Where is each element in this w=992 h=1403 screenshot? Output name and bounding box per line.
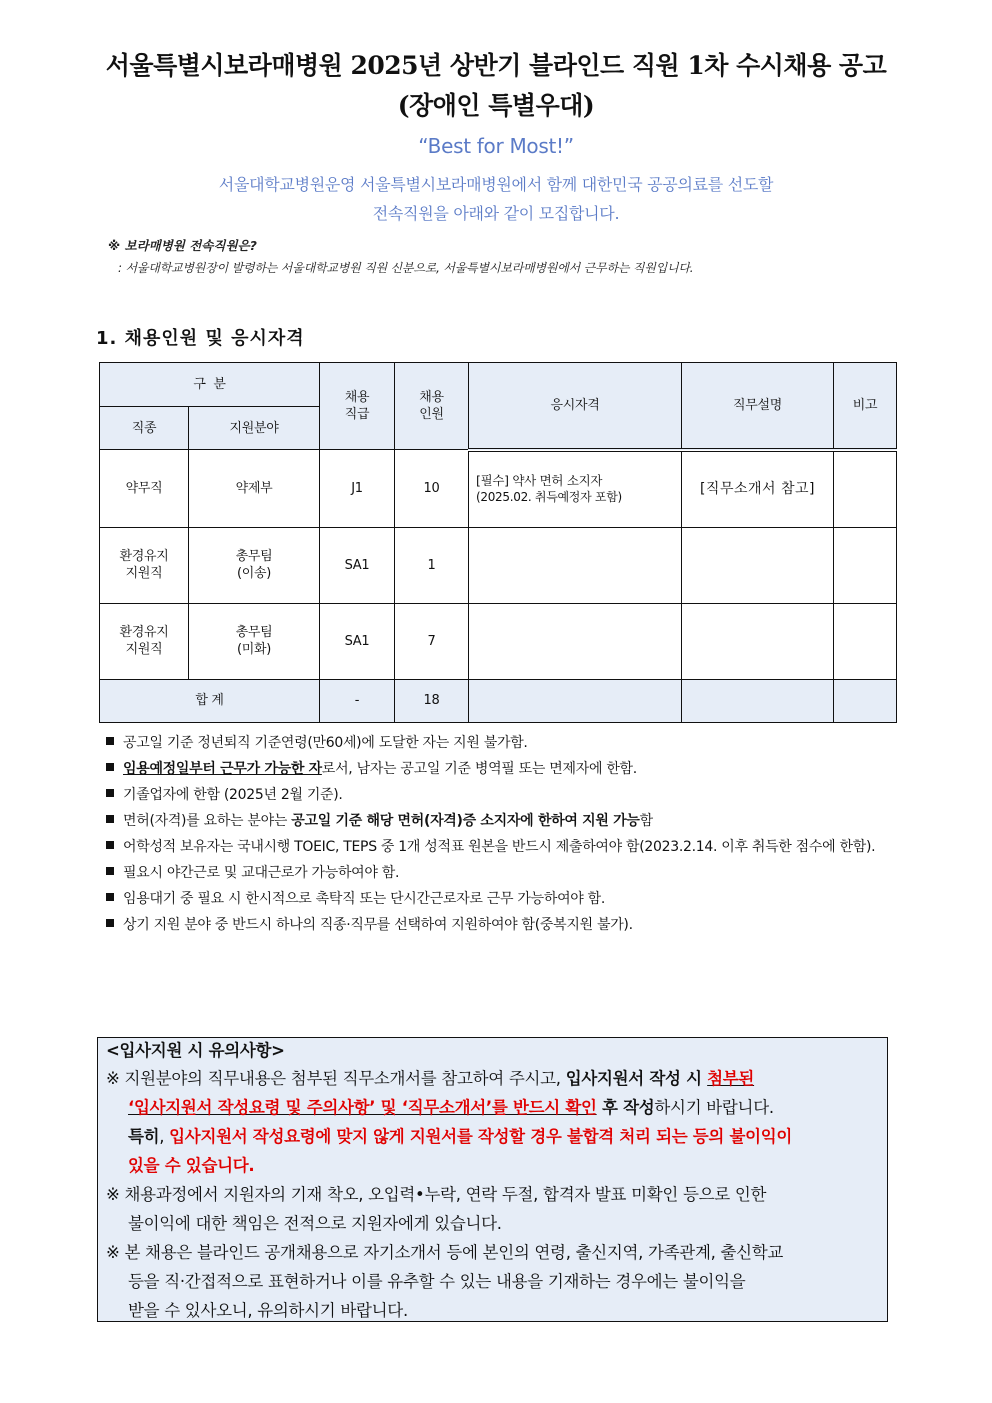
notice-text: 하시기 바랍니다. bbox=[654, 1098, 774, 1117]
list-item-text: 면허(자격)를 요하는 분야는 bbox=[123, 813, 292, 829]
cell-grade: SA1 bbox=[320, 527, 395, 603]
notice-item-2-line-1: ※ 채용과정에서 지원자의 기재 착오, 오입력•누락, 연락 두절, 합격자 발표 미확인 등으로 인한 bbox=[106, 1185, 767, 1204]
list-item-text-end: 함 bbox=[639, 813, 653, 829]
list-item bbox=[104, 782, 894, 808]
notice-red-text: 입사지원서 작성요령에 맞지 않게 지원서를 작성할 경우 불합격 처리 되는 등의 불이익이 bbox=[169, 1127, 793, 1146]
header-qualification: 응시자격 bbox=[469, 363, 682, 450]
job-type-line1: 약무직 bbox=[125, 480, 163, 496]
notice-item-1-line-1 bbox=[106, 1064, 879, 1093]
list-item bbox=[104, 886, 894, 912]
square-bullet-icon bbox=[106, 789, 114, 797]
header-grade-line1: 채용 bbox=[344, 390, 370, 405]
total-grade: - bbox=[320, 679, 395, 722]
square-bullet-icon bbox=[106, 841, 114, 849]
total-label: 합 계 bbox=[100, 679, 320, 722]
note-question: ※ 보라매병원 전속직원은? bbox=[108, 238, 257, 253]
cell-qualification bbox=[469, 603, 682, 679]
cell-remarks bbox=[834, 450, 897, 528]
list-item-emphasis: 임용예정일부터 근무가 가능한 자 bbox=[123, 761, 322, 777]
notice-bold-text: 특히 bbox=[128, 1127, 160, 1146]
job-type-line1: 환경유지 bbox=[119, 625, 169, 640]
total-empty-remarks bbox=[834, 679, 897, 722]
qualification-line1: [필수] 약사 면허 소지자 bbox=[476, 473, 603, 488]
header-row bbox=[100, 363, 897, 407]
cell-count: 1 bbox=[395, 527, 469, 603]
cell-description: [직무소개서 참고] bbox=[682, 450, 834, 528]
list-item-emphasis: 공고일 기준 해당 면허(자격)증 소지자에 한하여 지원 가능 bbox=[291, 813, 640, 829]
cell-description bbox=[682, 603, 834, 679]
list-item bbox=[104, 860, 894, 886]
notice-item-2-line-2: 불이익에 대한 책임은 전적으로 지원자에게 있습니다. bbox=[128, 1214, 502, 1233]
notice-item-1-line-4 bbox=[106, 1151, 879, 1180]
notice-item-1-line-3 bbox=[106, 1122, 879, 1151]
cell-field bbox=[189, 603, 320, 679]
notice-red-underlined: ‘입사지원서 작성요령 및 주의사항’ 및 ‘직무소개서’를 반드시 확인 bbox=[128, 1098, 597, 1117]
application-notice-box bbox=[97, 1037, 888, 1322]
cell-job-type bbox=[100, 527, 189, 603]
list-item bbox=[104, 730, 894, 756]
header-count bbox=[395, 363, 469, 450]
field-line2: (미화) bbox=[236, 642, 272, 657]
list-item-text: 로서, 남자는 공고일 기준 병역필 또는 면제자에 한함. bbox=[321, 761, 637, 777]
notice-red-underlined: 첨부된 bbox=[707, 1069, 755, 1088]
square-bullet-icon bbox=[106, 919, 114, 927]
cell-grade: SA1 bbox=[320, 603, 395, 679]
list-item-text: 어학성적 보유자는 국내시행 TOEIC, TEPS 중 1개 성적표 원본을 반드시 제출하여야 함(2023.2.14. 이후 취득한 점수에 한함). bbox=[123, 839, 876, 855]
job-type-line2: 지원직 bbox=[125, 566, 163, 581]
header-grade bbox=[320, 363, 395, 450]
intro-line-2: 전속직원을 아래와 같이 모집합니다. bbox=[372, 204, 620, 223]
page-title: 서울특별시보라매병원 2025년 상반기 블라인드 직원 1차 수시채용 공고 bbox=[105, 51, 887, 80]
cell-remarks bbox=[834, 603, 897, 679]
square-bullet-icon bbox=[106, 815, 114, 823]
cell-grade: J1 bbox=[320, 450, 395, 528]
field-line2: (이송) bbox=[236, 566, 272, 581]
list-item-text: 기졸업자에 한함 (2025년 2월 기준). bbox=[123, 787, 343, 803]
notice-text: ※ 지원분야의 직무내용은 첨부된 직무소개서를 참고하여 주시고, bbox=[106, 1069, 566, 1088]
table-row bbox=[100, 603, 897, 679]
notice-bold-text: 입사지원서 작성 시 bbox=[565, 1069, 708, 1088]
square-bullet-icon bbox=[106, 737, 114, 745]
qualification-line2: (2025.02. 취득예정자 포함) bbox=[476, 490, 622, 504]
header-count-line2: 인원 bbox=[419, 407, 444, 422]
recruitment-table bbox=[99, 362, 897, 723]
cell-field bbox=[189, 450, 320, 528]
cell-count: 7 bbox=[395, 603, 469, 679]
cell-job-type bbox=[100, 450, 189, 528]
cell-qualification bbox=[469, 527, 682, 603]
note-answer: : 서울대학교병원장이 발령하는 서울대학교병원 직원 신분으로, 서울특별시보라매병원에서 근무하는 직원입니다. bbox=[118, 261, 694, 275]
list-item-text: 상기 지원 분야 중 반드시 하나의 직종·직무를 선택하여 지원하여야 함(중복지원 불가). bbox=[123, 917, 633, 933]
intro-line-1: 서울대학교병원운영 서울특별시보라매병원에서 함께 대한민국 공공의료를 선도할 bbox=[218, 175, 774, 194]
table-row bbox=[100, 527, 897, 603]
field-line1: 총무팀 bbox=[235, 549, 273, 564]
notice-item-1-line-2 bbox=[106, 1093, 879, 1122]
cell-field bbox=[189, 527, 320, 603]
requirements-list bbox=[104, 730, 894, 938]
cell-description bbox=[682, 527, 834, 603]
notice-heading: <입사지원 시 유의사항> bbox=[106, 1041, 285, 1060]
list-item-text: 공고일 기준 정년퇴직 기준연령(만60세)에 도달한 자는 지원 불가함. bbox=[123, 735, 528, 751]
job-type-line1: 환경유지 bbox=[119, 549, 169, 564]
cell-remarks bbox=[834, 527, 897, 603]
slogan: “Best for Most!” bbox=[418, 134, 574, 158]
total-empty-qualification bbox=[469, 679, 682, 722]
header-group: 구 분 bbox=[100, 363, 320, 407]
total-count: 18 bbox=[395, 679, 469, 722]
section-heading: 1. 채용인원 및 응시자격 bbox=[96, 328, 305, 349]
page-subtitle: (장애인 특별우대) bbox=[397, 91, 595, 120]
header-description: 직무설명 bbox=[682, 363, 834, 450]
notice-item-3-line-3: 받을 수 있사오니, 유의하시기 바랍니다. bbox=[128, 1301, 408, 1320]
total-row bbox=[100, 679, 897, 722]
field-line1: 총무팀 bbox=[235, 625, 273, 640]
notice-item-3-line-2: 등을 직·간접적으로 표현하거나 이를 유추할 수 있는 내용을 기재하는 경우에는 불이익을 bbox=[128, 1272, 746, 1291]
notice-red-text: 있을 수 있습니다. bbox=[128, 1156, 255, 1175]
job-type-line2: 지원직 bbox=[125, 642, 163, 657]
field-line1: 약제부 bbox=[235, 480, 273, 496]
notice-text: , bbox=[159, 1127, 170, 1146]
table-row bbox=[100, 450, 897, 528]
list-item bbox=[104, 834, 894, 860]
header-job-type: 직종 bbox=[100, 407, 189, 450]
cell-qualification bbox=[469, 450, 682, 528]
list-item bbox=[104, 808, 894, 834]
header-count-line1: 채용 bbox=[419, 390, 444, 405]
total-empty-description bbox=[682, 679, 834, 722]
square-bullet-icon bbox=[106, 763, 114, 771]
cell-count: 10 bbox=[395, 450, 469, 528]
notice-bold-text: 후 작성 bbox=[596, 1098, 655, 1117]
list-item-text: 필요시 야간근로 및 교대근로가 가능하여야 함. bbox=[123, 865, 400, 881]
notice-item-3-line-1: ※ 본 채용은 블라인드 공개채용으로 자기소개서 등에 본인의 연령, 출신지역, 가족관계, 출신학교 bbox=[106, 1243, 784, 1262]
header-field: 지원분야 bbox=[189, 407, 320, 450]
header-grade-line2: 직급 bbox=[344, 407, 370, 422]
header-remarks: 비고 bbox=[834, 363, 897, 450]
cell-job-type bbox=[100, 603, 189, 679]
list-item bbox=[104, 756, 894, 782]
square-bullet-icon bbox=[106, 867, 114, 875]
list-item-text: 임용대기 중 필요 시 한시적으로 촉탁직 또는 단시간근로자로 근무 가능하여야 함. bbox=[123, 891, 606, 907]
list-item bbox=[104, 912, 894, 938]
square-bullet-icon bbox=[106, 893, 114, 901]
